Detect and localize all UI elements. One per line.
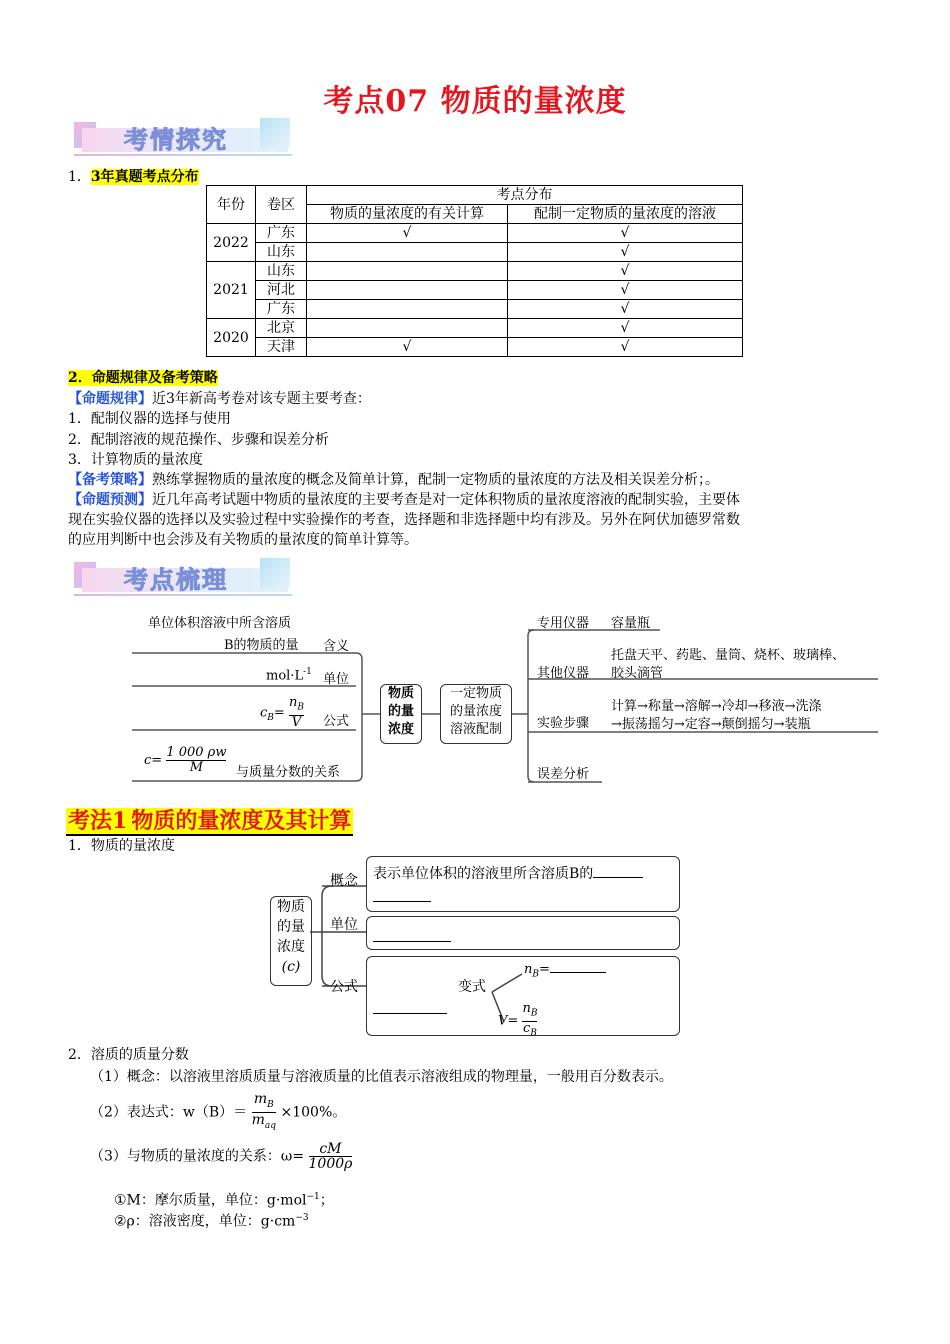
section-2-heading: 2．命题规律及备考策略	[68, 370, 218, 386]
rule-item: 3．计算物质的量浓度	[68, 452, 203, 468]
mm-solution-prep-node: 一定物质 的量浓度 溶液配制	[440, 684, 512, 744]
mm-meaning-tag: 含义	[323, 639, 350, 654]
concentration-diagram	[260, 852, 690, 1042]
molar-mass-note: ①M：摩尔质量，单位：g·mol$^{-1}$；	[114, 1192, 334, 1209]
unit-blank-box[interactable]	[366, 916, 680, 950]
predict-paragraph: 【命题预测】近几年高考试题中物质的量浓度的主要考查是对一定体积物质的量浓度溶液的配制实验，主要体	[68, 492, 740, 508]
predict-line: 的应用判断中也会涉及有关物质的量浓度的简单计算等。	[68, 532, 418, 548]
diagram-variant-tag: 变式	[458, 979, 486, 995]
cell-paper: 河北	[256, 281, 307, 300]
mm-other-tag: 其他仪器	[537, 666, 590, 681]
density-note: ②ρ：溶液密度，单位：$g\cdot cm^{-3}$	[114, 1213, 309, 1230]
banner-label: 考点梳理	[124, 566, 228, 594]
diagram-term-node: 物质 的量 浓度 (c)	[270, 896, 312, 986]
paragraph-2-heading: 2．溶质的质量分数	[68, 1047, 189, 1063]
cell-check: √	[508, 338, 743, 357]
rule-paragraph: 【命题规律】近3年新高考卷对该专题主要考查：	[68, 391, 371, 407]
table-row	[207, 319, 743, 338]
concept-mindmap	[0, 606, 950, 786]
cell-year: 2022	[207, 224, 256, 262]
mm-steps-line2: →振荡摇匀→定容→颠倒摇匀→装瓶	[611, 717, 811, 732]
cell-paper: 山东	[256, 243, 307, 262]
mm-mass-fraction-tag: 与质量分数的关系	[236, 765, 341, 780]
mm-meaning-line1: 单位体积溶液中所含溶质	[148, 616, 292, 631]
cell-check	[307, 243, 508, 262]
rule-item: 1．配制仪器的选择与使用	[68, 411, 231, 427]
table-row	[207, 300, 743, 319]
table-row	[207, 262, 743, 281]
table-header-row	[207, 186, 743, 205]
cell-check: √	[508, 243, 743, 262]
mm-other-line1: 托盘天平、药匙、量筒、烧杯、玻璃棒、	[611, 648, 846, 663]
concept-blank-box: 表示单位体积的溶液里所含溶质B的	[366, 856, 680, 912]
cell-check: √	[508, 281, 743, 300]
cell-check: √	[307, 224, 508, 243]
cell-paper: 天津	[256, 338, 307, 357]
page-title: 考点07 物质的量浓度	[323, 84, 627, 119]
mm-mass-fraction-formula: c= $\frac{1 000 \rho w}{M}$	[144, 745, 227, 775]
mm-unit-value: $mol\cdot L^{-1}$	[266, 667, 312, 684]
mm-formula: $c_B=$ $\frac{n_B}{V}$	[260, 695, 304, 730]
cell-check: √	[307, 338, 508, 357]
cell-check	[307, 262, 508, 281]
header-paper: 卷区	[256, 186, 307, 224]
mm-unit-tag: 单位	[323, 672, 350, 687]
mm-other-line2: 胶头滴管	[611, 666, 664, 681]
cell-check	[307, 281, 508, 300]
cell-check: √	[508, 300, 743, 319]
header-group: 考点分布	[307, 186, 743, 205]
mm-error-tag: 误差分析	[537, 767, 590, 782]
mass-fraction-relation: （3）与物质的量浓度的关系：ω= $\frac{cM}{1000\rho}$	[90, 1141, 353, 1172]
diagram-nb-formula: $n_B=$	[524, 962, 606, 980]
diagram-formula-tag: 公式	[330, 979, 358, 995]
exam-distribution-table	[206, 185, 743, 357]
diagram-v-formula: V= $\frac{n_B}{c_B}$	[498, 1001, 538, 1039]
cell-year: 2020	[207, 319, 256, 357]
section-banner-exam-analysis	[74, 118, 294, 160]
banner-label: 考情探究	[124, 126, 228, 154]
mm-meaning-line2: B的物质的量	[224, 638, 299, 653]
table-row	[207, 224, 743, 243]
cell-check: √	[508, 262, 743, 281]
table-row	[207, 243, 743, 262]
cell-paper: 广东	[256, 300, 307, 319]
cell-paper: 北京	[256, 319, 307, 338]
diagram-concept-tag: 概念	[330, 873, 358, 889]
table-row	[207, 338, 743, 357]
section-1-heading: 1．3年真题考点分布	[68, 169, 199, 185]
cell-paper: 广东	[256, 224, 307, 243]
mm-dedicated-value: 容量瓶	[611, 616, 651, 631]
header-col1: 物质的量浓度的有关计算	[307, 205, 508, 224]
method-1-heading: 考法1 物质的量浓度及其计算	[68, 808, 352, 834]
mm-dedicated-tag: 专用仪器	[537, 616, 590, 631]
predict-line: 现在实验仪器的选择以及实验过程中实验操作的考查，选择题和非选择题中均有涉及。另外在阿伏加德罗常数	[68, 512, 740, 528]
mm-formula-tag: 公式	[323, 714, 350, 729]
table-row	[207, 281, 743, 300]
mm-steps-tag: 实验步骤	[537, 716, 590, 731]
cell-year: 2021	[207, 262, 256, 319]
header-year: 年份	[207, 186, 256, 224]
header-col2: 配制一定物质的量浓度的溶液	[508, 205, 743, 224]
mass-fraction-expression: （2）表达式：w（B）＝ $\frac{m_B}{m_{aq}}$ ×100%。	[90, 1091, 347, 1131]
strategy-paragraph: 【备考策略】熟练掌握物质的量浓度的概念及简单计算，配制一定物质的量浓度的方法及相关误差分析；。	[68, 472, 719, 488]
mm-steps-line1: 计算→称量→溶解→冷却→移液→洗涤	[611, 699, 822, 714]
mm-center-node: 物质 的量 浓度	[380, 684, 422, 744]
cell-check	[307, 319, 508, 338]
cell-check: √	[508, 319, 743, 338]
section-banner-key-points	[74, 558, 294, 600]
cell-check	[307, 300, 508, 319]
rule-item: 2．配制溶液的规范操作、步骤和误差分析	[68, 432, 329, 448]
cell-paper: 山东	[256, 262, 307, 281]
paragraph-1-heading: 1．物质的量浓度	[68, 838, 175, 854]
mass-fraction-concept: （1）概念：以溶液里溶质质量与溶液质量的比值表示溶液组成的物理量，一般用百分数表示。	[90, 1069, 673, 1085]
cell-check: √	[508, 224, 743, 243]
diagram-unit-tag: 单位	[330, 917, 358, 933]
